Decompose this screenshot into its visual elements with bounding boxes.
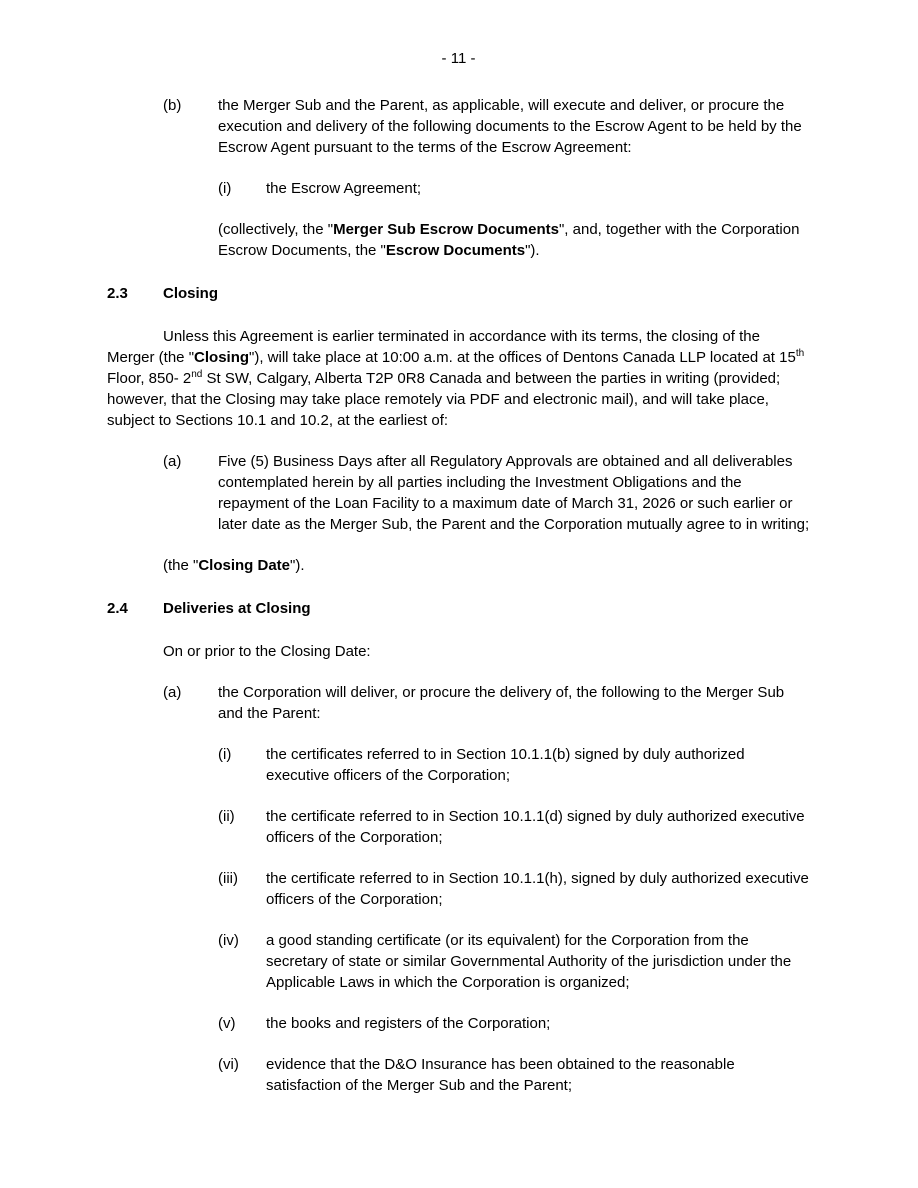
list-item-2-4-a-i bbox=[107, 744, 810, 786]
section-title: Closing bbox=[163, 285, 218, 302]
page-number: - 11 - bbox=[441, 50, 476, 67]
list-item-label: (vi) bbox=[218, 1056, 239, 1073]
list-item-2-4-a-vi bbox=[107, 1054, 810, 1096]
list-item-text: the certificates referred to in Section 10.1.1(b) signed by duly authorized executive officers of the Corporation; bbox=[266, 746, 745, 784]
section-heading-2-3 bbox=[107, 283, 810, 304]
list-item-2-4-a-label: (a) bbox=[163, 684, 182, 701]
list-item-text: the certificate referred to in Section 10.1.1(h), signed by duly authorized executive officers of the Corporation; bbox=[266, 870, 809, 908]
list-item-2-4-a-ii bbox=[107, 806, 810, 848]
list-item-2-4-a-iii bbox=[107, 868, 810, 910]
list-item-b-i-label: (i) bbox=[218, 180, 232, 197]
list-item-label: (iv) bbox=[218, 932, 239, 949]
list-item-b-label: (b) bbox=[163, 97, 182, 114]
list-item-2-4-a-iv bbox=[107, 930, 810, 993]
closing-date-paragraph: (the "Closing Date"). bbox=[163, 557, 305, 574]
section-2-3-body: Unless this Agreement is earlier terminated in accordance with its terms, the closing of the Merger (the "Closing"), will take place at 10:00 a.m. at the offices of Dentons Canada LLP located at 15th Floor, 850- 2nd St SW, Calgary, Alberta T2P 0R8 Canada and between the parties in writing (provided; however, that the Closing may take place remotely via PDF and electronic mail), and will take place, subject to Sections 10.1 and 10.2, at the earliest of: bbox=[107, 328, 805, 429]
list-item-2-3-a bbox=[107, 451, 810, 535]
section-heading-2-4 bbox=[107, 598, 810, 619]
list-item-b bbox=[107, 95, 810, 158]
list-item-2-4-a-text: the Corporation will deliver, or procure the delivery of, the following to the Merger Sub and the Parent: bbox=[218, 684, 785, 722]
list-item-text: a good standing certificate (or its equivalent) for the Corporation from the secretary of state or similar Governmental Authority of the jurisdiction under the Applicable Laws in which the Corporation is organized; bbox=[266, 932, 792, 991]
list-item-label: (v) bbox=[218, 1015, 236, 1032]
section-title: Deliveries at Closing bbox=[163, 600, 311, 617]
collectively-paragraph: (collectively, the "Merger Sub Escrow Documents", and, together with the Corporation Escrow Documents, the "Escrow Documents"). bbox=[218, 221, 800, 259]
list-item-label: (i) bbox=[218, 746, 232, 763]
list-item-b-i-text: the Escrow Agreement; bbox=[266, 180, 422, 197]
list-item-label: (iii) bbox=[218, 870, 238, 887]
list-item-2-4-a-v bbox=[107, 1013, 810, 1034]
section-2-4-intro: On or prior to the Closing Date: bbox=[163, 643, 371, 660]
list-item-2-3-a-text: Five (5) Business Days after all Regulatory Approvals are obtained and all deliverables contemplated herein by all parties including the Investment Obligations and the repayment of the Loan Facility to a maximum date of March 31, 2026 or such earlier or later date as the Merger Sub, the Parent and the Corporation mutually agree to in writing; bbox=[218, 453, 810, 533]
list-item-2-4-a bbox=[107, 682, 810, 724]
list-item-text: the books and registers of the Corporation; bbox=[266, 1015, 551, 1032]
section-number: 2.3 bbox=[107, 285, 128, 302]
list-item-label: (ii) bbox=[218, 808, 235, 825]
list-item-b-i bbox=[107, 178, 810, 199]
section-number: 2.4 bbox=[107, 600, 128, 617]
list-item-b-text: the Merger Sub and the Parent, as applicable, will execute and deliver, or procure the execution and delivery of the following documents to the Escrow Agent to be held by the Escrow Agent pursuant to the terms of the Escrow Agreement: bbox=[218, 97, 802, 156]
list-item-2-3-a-label: (a) bbox=[163, 453, 182, 470]
list-item-text: the certificate referred to in Section 10.1.1(d) signed by duly authorized executive officers of the Corporation; bbox=[266, 808, 805, 846]
list-item-text: evidence that the D&O Insurance has been obtained to the reasonable satisfaction of the Merger Sub and the Parent; bbox=[266, 1056, 735, 1094]
